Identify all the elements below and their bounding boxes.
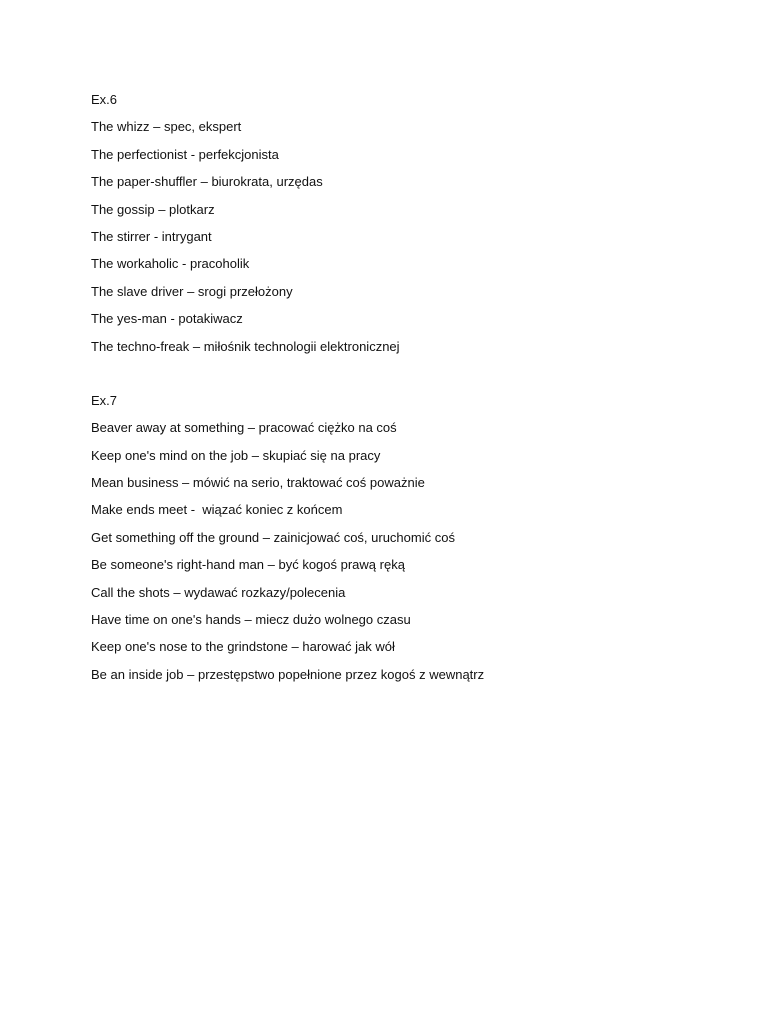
vocab-line: The gossip – plotkarz <box>91 201 215 217</box>
idiom-line: Beaver away at something – pracować ciężko na coś <box>91 420 397 436</box>
vocab-line: The workaholic - pracoholik <box>91 256 250 272</box>
document-page <box>91 86 731 688</box>
vocab-line: The stirrer - intrygant <box>91 228 212 244</box>
vocab-line: The perfectionist - perfekcjonista <box>91 146 279 162</box>
vocab-line: The paper-shuffler – biurokrata, urzędas <box>91 174 323 190</box>
vocab-line: The techno-freak – miłośnik technologii elektronicznej <box>91 338 400 354</box>
idiom-line: Get something off the ground – zainicjować coś, uruchomić coś <box>91 529 455 545</box>
idiom-line: Make ends meet - wiązać koniec z końcem <box>91 502 343 518</box>
section-heading: Ex.6 <box>91 92 118 107</box>
vocab-line: The yes-man - potakiwacz <box>91 311 243 327</box>
idiom-line: Be an inside job – przestępstwo popełnione przez kogoś z wewnątrz <box>91 666 485 682</box>
idiom-line: Keep one's nose to the grindstone – harować jak wół <box>91 639 395 655</box>
idiom-line: Keep one's mind on the job – skupiać się na pracy <box>91 447 381 463</box>
idiom-line: Mean business – mówić na serio, traktować coś poważnie <box>91 475 425 491</box>
idiom-line: Be someone's right-hand man – być kogoś prawą ręką <box>91 557 405 573</box>
exercise-6-section <box>91 86 731 360</box>
idiom-line: Call the shots – wydawać rozkazy/polecenia <box>91 584 346 600</box>
vocab-line: The whizz – spec, ekspert <box>91 119 242 135</box>
section-heading: Ex.7 <box>91 392 118 408</box>
exercise-7-section <box>91 387 731 688</box>
vocab-line: The slave driver – srogi przełożony <box>91 283 293 299</box>
idiom-line: Have time on one's hands – miecz dużo wolnego czasu <box>91 612 411 628</box>
